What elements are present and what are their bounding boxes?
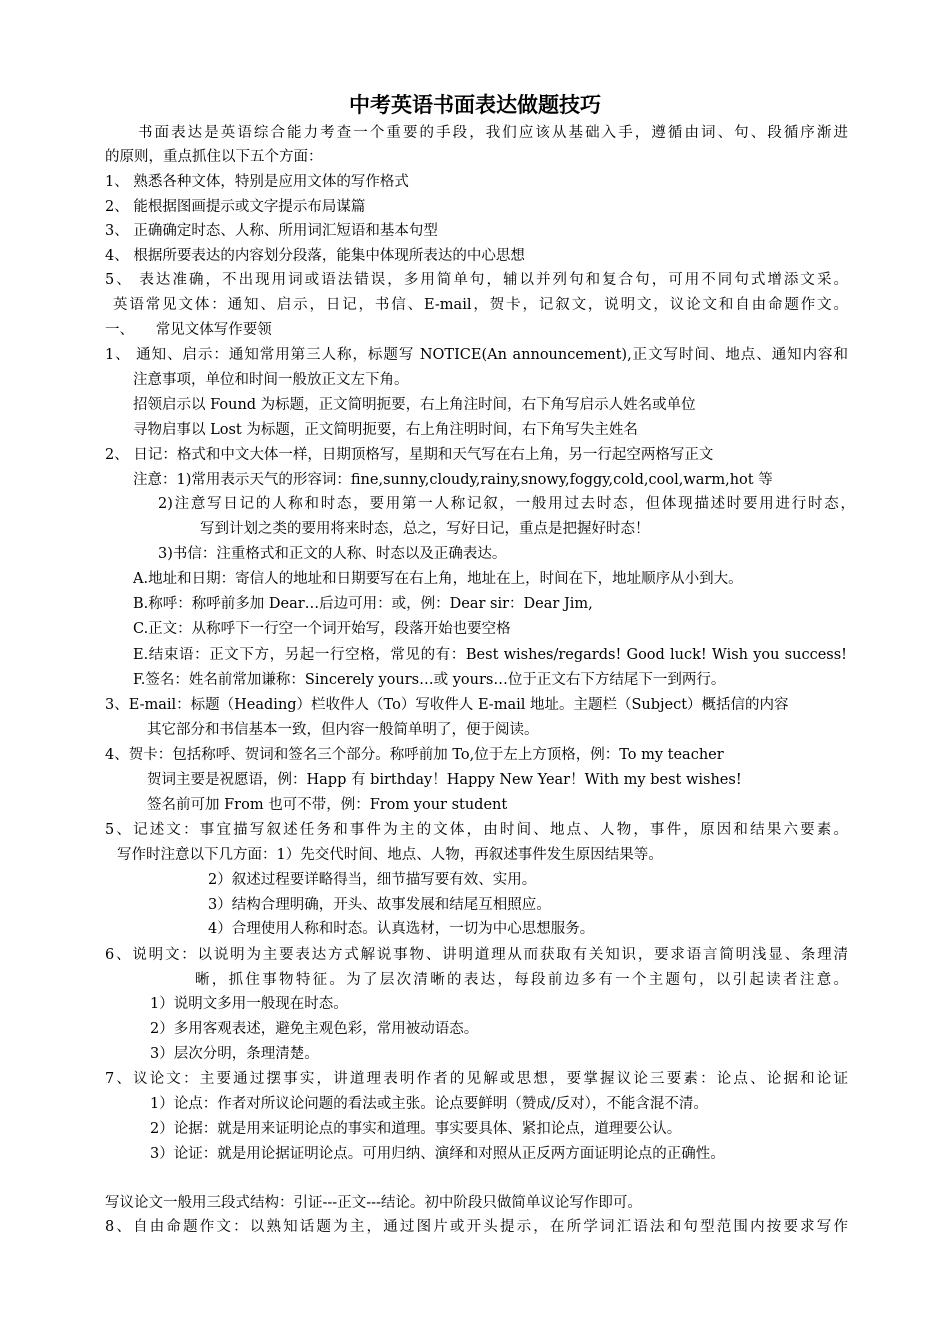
text-line: 寻物启事以 Lost 为标题，正文简明扼要，右上角注明时间，右下角写失主姓名 xyxy=(133,422,638,438)
text-line: 1、 通知、启示：通知常用第三人称，标题写 NOTICE(An announcement),正文写时间、地点、通知内容和 xyxy=(105,347,848,363)
text-line: 写到计划之类的要用将来时态，总之，写好日记，重点是把握好时态！ xyxy=(200,521,650,537)
page-title: 中考英语书面表达做题技巧 xyxy=(349,92,601,117)
text-line: 其它部分和书信基本一致，但内容一般简单明了，便于阅读。 xyxy=(147,722,539,738)
text-line: 4）合理使用人称和时态。认真选材，一切为中心思想服务。 xyxy=(208,921,595,937)
text-line: 一、 常见文体写作要领 xyxy=(105,322,272,338)
text-line: 注意事项，单位和时间一般放正文左下角。 xyxy=(133,372,409,388)
text-line: 书面表达是英语综合能力考查一个重要的手段，我们应该从基础入手，遵循由词、句、段循序渐进 xyxy=(138,125,848,141)
text-line: B.称呼：称呼前多加 Dear…后边可用：或，例：Dear sir：Dear Jim, xyxy=(133,596,593,612)
text-line: 4、 根据所要表达的内容划分段落，能集中体现所表达的中心思想 xyxy=(105,248,525,264)
text-line: 3）结构合理明确，开头、故事发展和结尾互相照应。 xyxy=(208,897,551,913)
text-line: F.签名：姓名前常加谦称：Sincerely yours…或 yours…位于正文右下方结尾下一到两行。 xyxy=(133,672,726,688)
text-line: 1、 熟悉各种文体，特别是应用文体的写作格式 xyxy=(105,174,409,190)
text-line: 的原则，重点抓住以下五个方面： xyxy=(105,149,323,165)
text-line: 写议论文一般用三段式结构：引证---正文---结论。初中阶段只做简单议论写作即可。 xyxy=(105,1195,642,1211)
text-line: 英语常见文体：通知、启示，日记，书信、E-mail，贺卡，记叙文，说明文，议论文和自由命题作文。 xyxy=(113,297,848,313)
text-line: 2）叙述过程要详略得当，细节描写要有效、实用。 xyxy=(208,872,537,888)
text-line: 6、说明文：以说明为主要表达方式解说事物、讲明道理从而获取有关知识，要求语言简明浅显、条理清 xyxy=(105,947,848,963)
text-line: C.正文：从称呼下一行空一个词开始写，段落开始也要空格 xyxy=(133,621,511,637)
text-line: 签名前可加 From 也可不带，例：From your student xyxy=(147,797,508,813)
text-line: E.结束语：正文下方，另起一行空格，常见的有：Best wishes/regards! Good luck! Wish you success! xyxy=(133,647,847,663)
text-line: 5、 表达准确，不出现用词或语法错误，多用简单句，辅以并列句和复合句，可用不同句式增添文采。 xyxy=(105,272,848,288)
text-line: 2、 日记：格式和中文大体一样，日期顶格写，星期和天气写在右上角，另一行起空两格写正文 xyxy=(105,447,714,463)
text-line: 3)书信：注重格式和正文的人称、时态以及正确表达。 xyxy=(158,546,507,562)
text-line: 写作时注意以下几方面：1）先交代时间、地点、人物，再叙述事件发生原因结果等。 xyxy=(117,847,663,863)
text-line: 4、贺卡：包括称呼、贺词和签名三个部分。称呼前加 To,位于左上方顶格，例：To my teacher xyxy=(105,747,724,763)
text-line: 招领启示以 Found 为标题，正文简明扼要，右上角注时间，右下角写启示人姓名或单位 xyxy=(133,397,696,413)
text-line: A.地址和日期：寄信人的地址和日期要写在右上角，地址在上，时间在下，地址顺序从小到大。 xyxy=(133,571,743,587)
text-line: 2)注意写日记的人称和时态，要用第一人称记叙，一般用过去时态，但体现描述时要用进行时态， xyxy=(158,496,855,512)
text-line: 2、 能根据图画提示或文字提示布局谋篇 xyxy=(105,199,366,215)
text-line: 3、E-mail：标题（Heading）栏收件人（To）写收件人 E-mail 地址。主题栏（Subject）概括信的内容 xyxy=(105,697,789,713)
text-line: 7、议论文：主要通过摆事实，讲道理表明作者的见解或思想，要掌握议论三要素：论点、论据和论证 xyxy=(105,1071,848,1087)
text-line: 晰，抓住事物特征。为了层次清晰的表达，每段前边多有一个主题句，以引起读者注意。 xyxy=(195,972,848,988)
text-line: 2）论据：就是用来证明论点的事实和道理。事实要具体、紧扣论点，道理要公认。 xyxy=(150,1121,682,1137)
text-line: 8、自由命题作文：以熟知话题为主，通过图片或开头提示，在所学词汇语法和句型范围内按要求写作 xyxy=(105,1219,848,1235)
text-line: 1）说明文多用一般现在时态。 xyxy=(150,996,348,1012)
text-line: 注意：1)常用表示天气的形容词：fine,sunny,cloudy,rainy,snowy,foggy,cold,cool,warm,hot 等 xyxy=(133,472,773,488)
text-line: 贺词主要是祝愿语，例：Happ 有 birthday！Happy New Year！With my best wishes! xyxy=(147,772,742,788)
text-line: 2）多用客观表述，避免主观色彩，常用被动语态。 xyxy=(150,1021,479,1037)
text-line: 1）论点：作者对所议论问题的看法或主张。论点要鲜明（赞成/反对），不能含混不清。 xyxy=(150,1096,708,1112)
text-line: 3）论证：就是用论据证明论点。可用归纳、演绎和对照从正反两方面证明论点的正确性。 xyxy=(150,1146,725,1162)
text-line: 5、记述文：事宜描写叙述任务和事件为主的文体，由时间、地点、人物，事件，原因和结果六要素。 xyxy=(105,822,848,838)
text-line: 3）层次分明，条理清楚。 xyxy=(150,1046,319,1062)
text-line: 3、 正确确定时态、人称、所用词汇短语和基本句型 xyxy=(105,223,438,239)
